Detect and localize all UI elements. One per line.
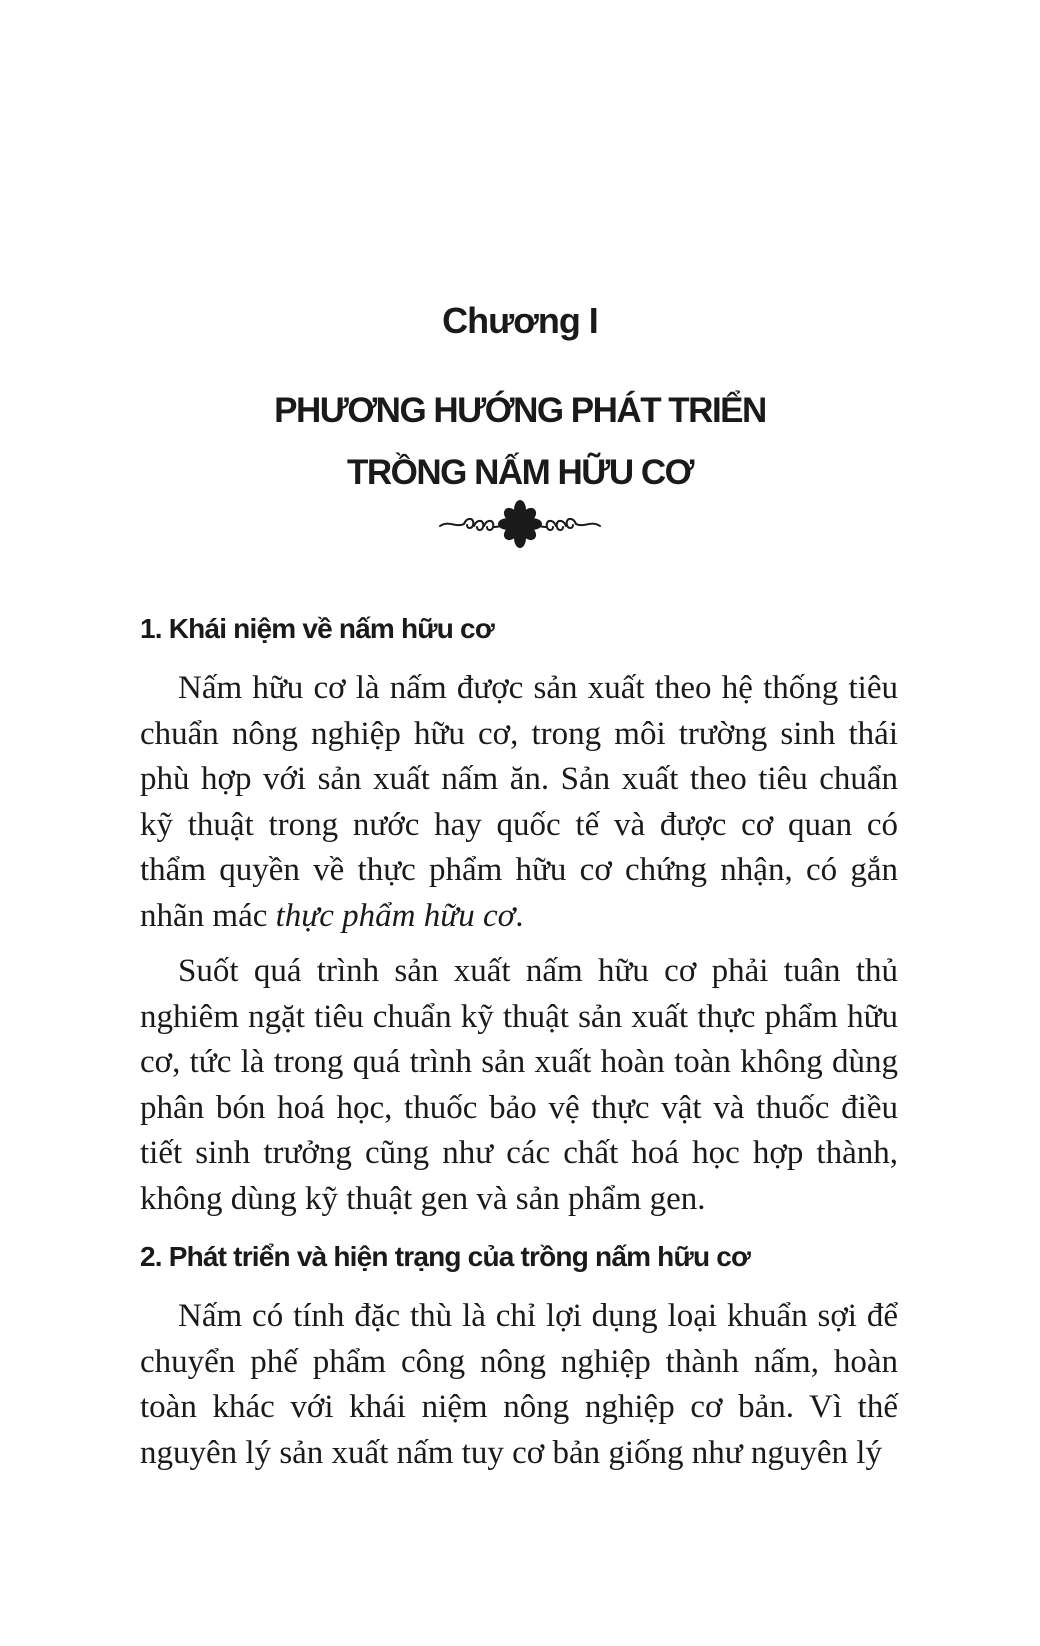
- chapter-body: [140, 604, 898, 1486]
- chapter-title-line-2: TRỒNG NẤM HỮU CƠ: [347, 453, 693, 492]
- section-heading: 1. Khái niệm về nấm hữu cơ: [140, 613, 494, 644]
- paragraph: Suốt quá trình sản xuất nấm hữu cơ phải tuân thủ nghiêm ngặt tiêu chuẩn kỹ thuật sản xuất thực phẩm hữu cơ, tức là trong quá trình sản xuất hoàn toàn không dùng phân bón hoá học, thuốc bảo vệ thực vật và thuốc điều tiết sinh trưởng cũng như các chất hoá học hợp thành, không dùng kỹ thuật gen và sản phẩm gen.: [140, 953, 898, 1217]
- section-heading: 2. Phát triển và hiện trạng của trồng nấm hữu cơ: [140, 1241, 751, 1272]
- floral-divider-icon: [438, 498, 602, 550]
- paragraph: Nấm có tính đặc thù là chỉ lợi dụng loại khuẩn sợi để chuyển phế phẩm công nông nghiệp thành nấm, hoàn toàn khác với khái niệm nông nghiệp cơ bản. Vì thế nguyên lý sản xuất nấm tuy cơ bản giống như nguyên lý: [140, 1298, 898, 1471]
- chapter-label: Chương I: [442, 300, 598, 341]
- paragraph-end: .: [515, 897, 524, 934]
- chapter-title-line-1: PHƯƠNG HƯỚNG PHÁT TRIỂN: [274, 391, 766, 430]
- paragraph: [140, 666, 898, 939]
- chapter-title: [0, 380, 1040, 504]
- paragraph-text: Nấm hữu cơ là nấm được sản xuất theo hệ thống tiêu chuẩn nông nghiệp hữu cơ, trong môi trường sinh thái phù hợp với sản xuất nấm ăn. Sản xuất theo tiêu chuẩn kỹ thuật trong nước hay quốc tế và được cơ quan có thẩm quyền về thực phẩm hữu cơ chứng nhận, có gắn nhãn mác: [140, 670, 898, 934]
- italic-term: thực phẩm hữu cơ: [275, 897, 516, 934]
